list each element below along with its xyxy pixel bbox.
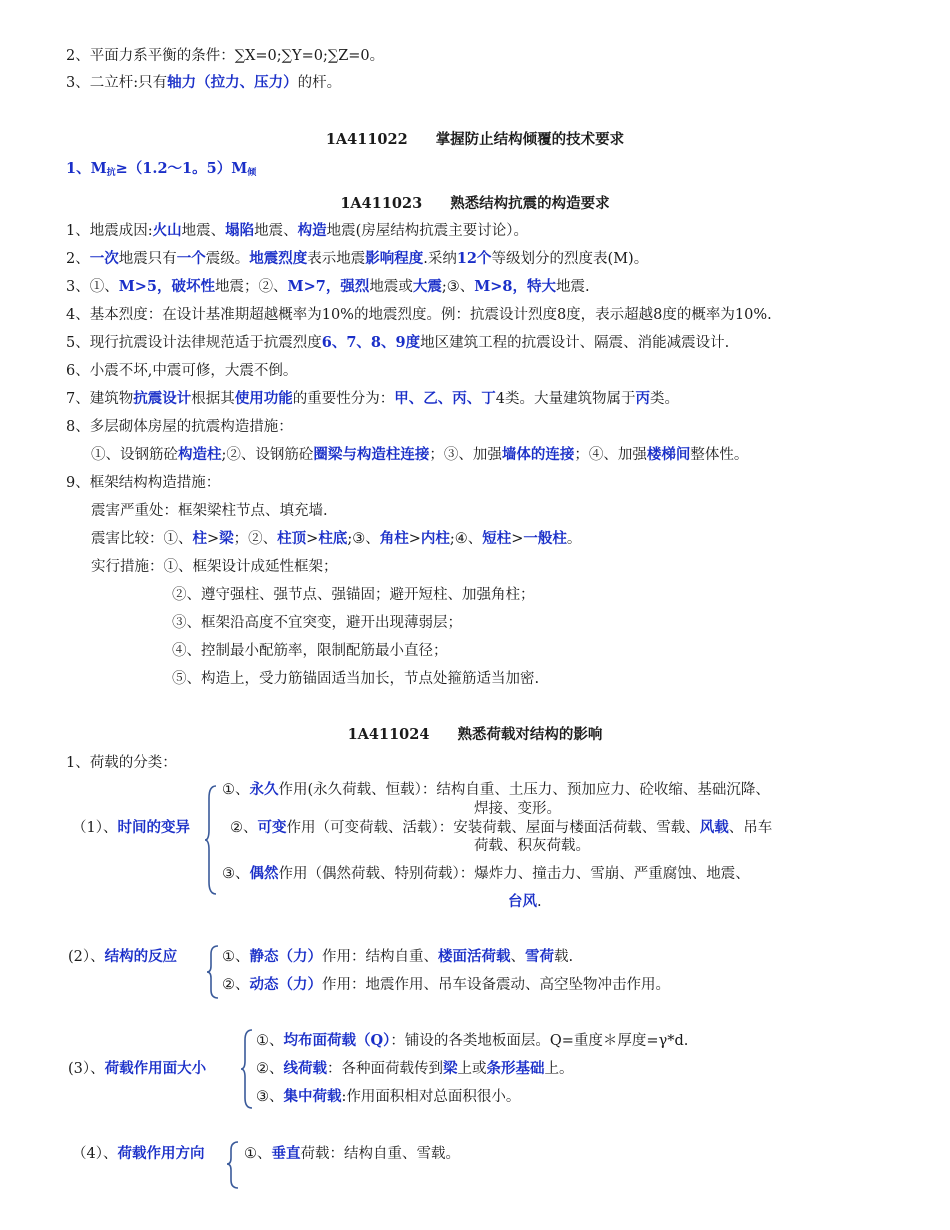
text-line: 4、基本烈度：在设计基准期超越概率为10%的地震烈度。例：抗震设计烈度8度，表示超越8度的概率为10%. <box>66 307 772 323</box>
text-line: 震害比较：①、柱>梁；②、柱顶>柱底;③、角柱>内柱;④、短柱>一般柱。 <box>91 530 582 547</box>
text-line: ②、动态（力）作用：地震作用、吊车设备震动、高空坠物冲击作用。 <box>222 976 670 993</box>
text-line: ③、偶然作用（偶然荷载、特别荷载）：爆炸力、撞击力、雪崩、严重腐蚀、地震、 <box>222 865 750 882</box>
text-line: ⑤、构造上，受力筋锚固适当加长，节点处箍筋适当加密. <box>172 671 540 687</box>
text-line: ②、遵守强柱、强节点、强锚固；避开短柱、加强角柱； <box>172 587 535 603</box>
brace-icon <box>206 944 220 1000</box>
text-line: 实行措施：①、框架设计成延性框架； <box>91 559 338 575</box>
text-line: 1、荷载的分类： <box>66 755 177 771</box>
text-line: 荷载、积灰荷载。 <box>474 838 590 854</box>
category-label: (3）、荷载作用面大小 <box>68 1060 207 1077</box>
text-line: ①、设钢筋砼构造柱;②、设钢筋砼圈梁与构造柱连接；③、加强墙体的连接；④、加强楼梯间整体性。 <box>91 446 749 463</box>
text-line: ③、框架沿高度不宜突变，避开出现薄弱层； <box>172 615 462 631</box>
text-line: ①、永久作用(永久荷载、恒载）：结构自重、土压力、预加应力、砼收缩、基础沉降、 <box>222 781 770 798</box>
section-heading: 1A411024 熟悉荷载对结构的影响 <box>347 726 603 743</box>
text-line: 7、建筑物抗震设计根据其使用功能的重要性分为：甲、乙、丙、丁4类。大量建筑物属于丙类。 <box>66 390 679 407</box>
category-label: (2）、结构的反应 <box>68 948 178 965</box>
text-line: ③、集中荷载:作用面积相对总面积很小。 <box>256 1088 521 1105</box>
text-line: 3、①、M>5，破坏性地震；②、M>7，强烈地震或大震;③、M>8，特大地震. <box>66 278 590 295</box>
text-line: ②、线荷载：各种面荷载传到梁上或条形基础上。 <box>256 1060 574 1077</box>
text-line: ①、静态（力）作用：结构自重、楼面活荷载、雪荷载. <box>222 948 574 965</box>
brace-icon <box>204 784 218 896</box>
formula-line: 1、$M_抗\ge(1.2\sim 1$。$5)M_倾$ <box>66 160 257 178</box>
text-line: ①、均布面荷载（Q）：铺设的各类地板面层。Q=重度＊厚度=γ*d. <box>256 1032 689 1049</box>
text-line: 1、地震成因:火山地震、塌陷地震、构造地震(房屋结构抗震主要讨论）。 <box>66 222 529 239</box>
text-line: 6、小震不坏,中震可修，大震不倒。 <box>66 363 298 379</box>
section-heading: 1A411022 掌握防止结构倾覆的技术要求 <box>325 131 625 148</box>
text-line: ②、可变作用（可变荷载、活载）：安装荷载、屋面与楼面活荷载、雪载、风载、吊车 <box>230 819 773 836</box>
text-line: 9、框架结构构造措施： <box>66 475 221 491</box>
text-line: 8、多层砌体房屋的抗震构造措施： <box>66 419 293 435</box>
text-line: 2、一次地震只有一个震级。地震烈度表示地震影响程度.采纳12个等级划分的烈度表(M)。 <box>66 250 649 267</box>
text-line: ④、控制最小配筋率，限制配筋最小直径； <box>172 643 448 659</box>
text-line: 震害严重处：框架梁柱节点、填充墙. <box>91 503 328 519</box>
section-heading: 1A411023 熟悉结构抗震的构造要求 <box>340 195 610 212</box>
text-line: 5、现行抗震设计法律规范适于抗震烈度6、7、8、9度地区建筑工程的抗震设计、隔震、消能减震设计. <box>66 334 730 351</box>
brace-icon <box>240 1028 254 1110</box>
text-line: ①、垂直荷载：结构自重、雪载。 <box>244 1145 460 1162</box>
brace-icon <box>226 1140 240 1190</box>
text-line: 2、平面力系平衡的条件：∑X=0;∑Y=0;∑Z=0。 <box>66 48 385 64</box>
text-line: 台风. <box>508 893 542 910</box>
category-label: （1）、时间的变异 <box>72 819 190 836</box>
category-label: （4）、荷载作用方向 <box>72 1145 205 1162</box>
text-line: 3、二立杆:只有轴力（拉力、压力）的杆。 <box>66 74 342 91</box>
text-line: 焊接、变形。 <box>474 801 561 817</box>
